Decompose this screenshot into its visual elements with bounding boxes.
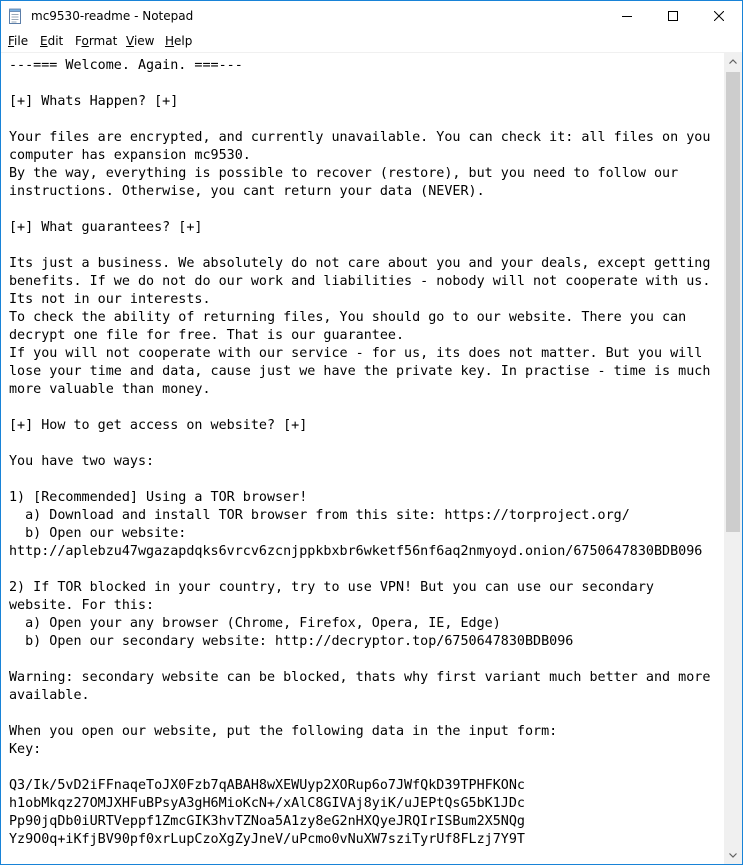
text-line[interactable]: Q3/Ik/5vD2iFFnaqeToJX0Fzb7qABAH8wXEWUyp2XORup6o7JWfQkD39TPHFKONc bbox=[9, 778, 525, 793]
text-line[interactable] bbox=[9, 201, 710, 219]
vertical-scrollbar[interactable] bbox=[724, 53, 742, 864]
text-line[interactable]: [+] Whats Happen? [+] bbox=[9, 94, 179, 109]
menu-file[interactable]: File bbox=[8, 34, 29, 48]
menu-edit[interactable]: Edit bbox=[40, 34, 64, 48]
scrollbar-thumb[interactable] bbox=[726, 72, 740, 532]
minimize-button[interactable] bbox=[604, 1, 650, 31]
minimize-icon bbox=[622, 11, 632, 21]
text-line[interactable]: lose your time and data, cause just we have the private key. In practise - time is much bbox=[9, 364, 711, 379]
text-line[interactable]: website. For this: bbox=[9, 598, 155, 613]
notepad-icon bbox=[8, 8, 22, 24]
text-line[interactable]: Warning: secondary website can be blocked, thats why first variant much better and more bbox=[9, 670, 711, 685]
text-line[interactable]: available. bbox=[9, 688, 90, 703]
menu-view[interactable]: View bbox=[126, 34, 155, 48]
text-line[interactable]: computer has expansion mc9530. bbox=[9, 148, 251, 163]
text-line[interactable]: Yz9O0q+iKfjBV90pf0xrLupCzoXgZyJneV/uPcmo0vNuXW7sziTyrUf8FLzj7Y9T bbox=[9, 832, 525, 847]
menu-bar bbox=[1, 31, 742, 53]
text-line[interactable] bbox=[9, 435, 710, 453]
text-line[interactable]: b) Open our secondary website: http://decryptor.top/6750647830BDB096 bbox=[9, 634, 574, 649]
text-line[interactable]: h1obMkqz27OMJXHFuBPsyA3gH6MioKcN+/xAlC8GIVAj8yiK/uJEPtQsG5bK1JDc bbox=[9, 796, 525, 811]
text-line[interactable]: benefits. If we do not do our work and liabilities - nobody will not cooperate with us. bbox=[9, 274, 711, 289]
text-line[interactable]: Your files are encrypted, and currently unavailable. You can check it: all files on you bbox=[9, 130, 711, 145]
text-line[interactable]: Pp90jqDb0iURTVeppf1ZmcGIK3hvTZNoa5A1zy8eG2nHXQyeJRQIrISBum2X5NQg bbox=[9, 814, 525, 829]
scroll-down-button[interactable] bbox=[724, 847, 742, 864]
text-editor[interactable] bbox=[1, 53, 724, 864]
text-line[interactable]: a) Open your any browser (Chrome, Firefox, Opera, IE, Edge) bbox=[9, 616, 501, 631]
text-line[interactable]: By the way, everything is possible to recover (restore), but you need to follow our bbox=[9, 166, 679, 181]
text-line[interactable]: instructions. Otherwise, you cant return your data (NEVER). bbox=[9, 184, 485, 199]
text-line[interactable]: Key: bbox=[9, 742, 42, 757]
text-line[interactable]: Its just a business. We absolutely do not care about you and your deals, except getting bbox=[9, 256, 711, 271]
menu-format[interactable]: Format bbox=[75, 34, 118, 48]
text-line[interactable]: If you will not cooperate with our service - for us, its does not matter. But you will bbox=[9, 346, 703, 361]
close-button[interactable] bbox=[696, 1, 742, 31]
window-title: mc9530-readme - Notepad bbox=[31, 9, 194, 23]
title-bar[interactable] bbox=[1, 1, 742, 31]
text-line[interactable] bbox=[9, 111, 710, 129]
text-line[interactable]: When you open our website, put the following data in the input form: bbox=[9, 724, 558, 739]
text-line[interactable]: To check the ability of returning files, You should go to our website. There you can bbox=[9, 310, 687, 325]
chevron-up-icon bbox=[729, 59, 737, 64]
text-line[interactable] bbox=[9, 75, 710, 93]
text-line[interactable]: http://aplebzu47wgazapdqks6vrcv6zcnjppkbxbr6wketf56nf6aq2nmyoyd.onion/6750647830BDB096 bbox=[9, 544, 703, 559]
text-line[interactable]: You have two ways: bbox=[9, 454, 155, 469]
close-icon bbox=[714, 11, 724, 21]
text-line[interactable]: a) Download and install TOR browser from this site: https://torproject.org/ bbox=[9, 508, 630, 523]
document-text[interactable] bbox=[9, 57, 710, 849]
maximize-button[interactable] bbox=[650, 1, 696, 31]
text-line[interactable]: more valuable than money. bbox=[9, 382, 211, 397]
text-line[interactable] bbox=[9, 759, 710, 777]
text-line[interactable] bbox=[9, 399, 710, 417]
maximize-icon bbox=[668, 11, 678, 21]
menu-help[interactable]: Help bbox=[165, 34, 193, 48]
text-line[interactable] bbox=[9, 237, 710, 255]
text-line[interactable] bbox=[9, 561, 710, 579]
text-line[interactable]: [+] What guarantees? [+] bbox=[9, 220, 203, 235]
text-line[interactable] bbox=[9, 705, 710, 723]
text-line[interactable]: b) Open our website: bbox=[9, 526, 187, 541]
text-line[interactable]: decrypt one file for free. That is our guarantee. bbox=[9, 328, 405, 343]
scroll-up-button[interactable] bbox=[724, 53, 742, 70]
chevron-down-icon bbox=[729, 853, 737, 858]
text-line[interactable] bbox=[9, 471, 710, 489]
text-line[interactable]: Its not in our interests. bbox=[9, 292, 211, 307]
text-line[interactable]: 1) [Recommended] Using a TOR browser! bbox=[9, 490, 308, 505]
text-line[interactable]: [+] How to get access on website? [+] bbox=[9, 418, 308, 433]
text-line[interactable]: ---=== Welcome. Again. ===--- bbox=[9, 58, 243, 73]
text-line[interactable]: 2) If TOR blocked in your country, try to use VPN! But you can use our secondary bbox=[9, 580, 654, 595]
text-line[interactable] bbox=[9, 651, 710, 669]
